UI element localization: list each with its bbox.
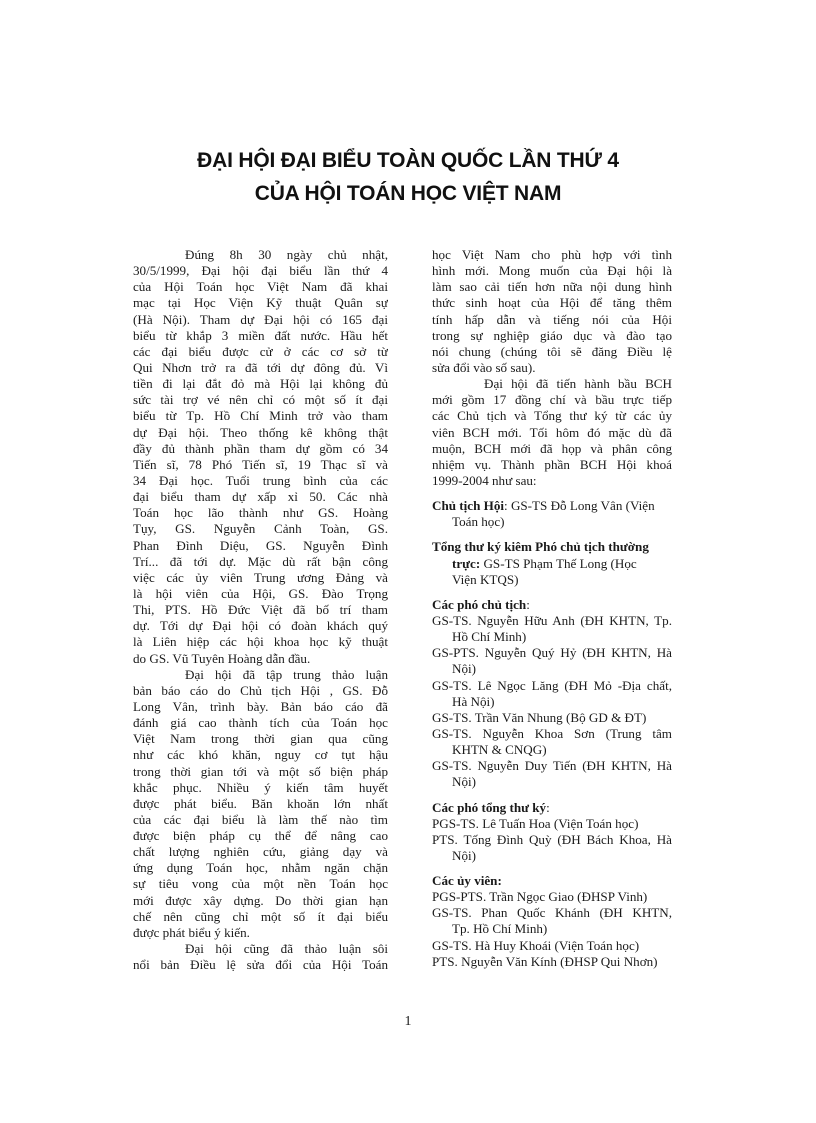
secretary-label: Tổng thư ký kiêm Phó chủ tịch thường xyxy=(432,539,649,555)
body-line: thức sinh hoạt của Hội để tăng thêm xyxy=(432,295,672,311)
body-line: Phan Đình Diệu, GS. Nguyễn Đình xyxy=(133,537,388,553)
list-item: Hà Nội) xyxy=(452,693,495,709)
secretary-line: Viện KTQS) xyxy=(452,571,519,587)
section-gap xyxy=(432,489,672,498)
list-item: Nội) xyxy=(452,661,477,677)
body-line: trong thời gian tới và một số biện pháp xyxy=(133,763,388,779)
body-line: đầy đủ thành phần tham dự gồm có 34 xyxy=(133,440,388,456)
body-line: Long Vân, trình bày. Bản báo cáo đã xyxy=(133,698,388,714)
list-item: GS-PTS. Nguyễn Quý Hỷ (ĐH KHTN, Hà xyxy=(432,645,672,661)
chairman-label: Chủ tịch Hội xyxy=(432,498,505,514)
body-line: bản báo cáo do Chủ tịch Hội , GS. Đỗ xyxy=(133,682,388,698)
page-number: 1 xyxy=(404,1014,412,1029)
vice-secretaries-colon: : xyxy=(546,799,550,815)
vice-chairs-label: Các phó chủ tịch xyxy=(432,596,527,612)
list-item: PGS-PTS. Trần Ngọc Giao (ĐHSP Vinh) xyxy=(432,889,648,905)
list-item: PTS. Nguyễn Văn Kính (ĐHSP Qui Nhơn) xyxy=(432,953,658,969)
list-item: PGS-TS. Lê Tuấn Hoa (Viện Toán học) xyxy=(432,815,639,831)
body-line: chế nên cũng chỉ một số ít đại biểu xyxy=(133,908,388,924)
body-line: hình mới. Mong muốn của Đại hội là xyxy=(432,263,672,279)
body-line: làm sao cải tiến hơn nữa nội dung hình xyxy=(432,279,672,295)
body-line: Tiến sĩ, 78 Phó Tiến sĩ, 19 Thạc sĩ và xyxy=(133,456,388,472)
list-item: Nội) xyxy=(452,774,477,790)
vice-secretaries-label: Các phó tổng thư ký xyxy=(432,799,547,815)
list-item: Tp. Hồ Chí Minh) xyxy=(452,921,548,937)
chairman-line: Toán học) xyxy=(452,514,505,530)
body-line: tiền đi lại đắt đỏ mà Hội lại không đủ xyxy=(133,376,388,392)
body-line: viên BCH mới. Tối hôm đó mặc dù đã xyxy=(432,424,672,440)
body-line: của Hội Toán học Việt Nam đã khai xyxy=(133,279,388,295)
body-line: các đại biểu được cử ở các cơ sở từ xyxy=(133,343,388,359)
list-item: GS-TS. Nguyễn Khoa Sơn (Trung tâm xyxy=(432,725,672,741)
body-line: Trí... đã tới dự. Mặc dù rất bận công xyxy=(133,553,388,569)
body-line: trong sự nghiệp giáo dục và đào tạo xyxy=(432,327,672,343)
body-line: là hội viên của Hội, GS. Đào Trọng xyxy=(133,585,388,601)
vice-secretaries-heading xyxy=(432,800,672,816)
body-line: do GS. Vũ Tuyên Hoàng dẫn đầu. xyxy=(133,650,311,666)
section-gap xyxy=(432,588,672,597)
body-line: Đại hội đã tiến hành bầu BCH xyxy=(484,376,672,392)
list-item: GS-TS. Nguyễn Hữu Anh (ĐH KHTN, Tp. xyxy=(432,612,672,628)
body-line: 34 Đại học. Tuổi trung bình của các xyxy=(133,472,388,488)
body-line: Đúng 8h 30 ngày chủ nhật, xyxy=(185,247,388,262)
body-line: sức tài trợ vé nên chỉ có một số ít đại xyxy=(133,392,388,408)
body-line: học Việt Nam cho phù hợp với tình xyxy=(432,247,672,262)
body-line: dự. Tới dự Đại hội có đoàn khách quý xyxy=(133,618,388,634)
secretary-line xyxy=(432,556,672,572)
body-line: việc các ủy viên Trung ương Đảng và xyxy=(133,569,388,585)
list-item: Hồ Chí Minh) xyxy=(452,629,527,645)
title-line-1: ĐẠI HỘI ĐẠI BIỂU TOÀN QUỐC LẦN THỨ 4 xyxy=(197,149,619,172)
list-item: GS-TS. Trần Văn Nhung (Bộ GD & ĐT) xyxy=(432,709,647,725)
chairman-name: : GS-TS Đỗ Long Vân (Viện xyxy=(504,498,655,514)
list-item: GS-TS. Phan Quốc Khánh (ĐH KHTN, xyxy=(432,905,672,921)
body-line: nổi bản Điều lệ sửa đổi của Hội Toán xyxy=(133,957,388,973)
list-item: PTS. Tống Đình Quỳ (ĐH Bách Khoa, Hà xyxy=(432,831,672,847)
chairman-line xyxy=(432,498,672,514)
body-line: biểu từ Tp. Hồ Chí Minh trở vào tham xyxy=(133,408,388,424)
body-line: tính hấp dẫn và tiếng nói của Hội xyxy=(432,311,672,327)
secretary-label-cont: trực: xyxy=(452,555,481,571)
body-line: sửa đổi vào số sau). xyxy=(432,359,536,375)
body-line: là Liên hiệp các hội khoa học kỹ thuật xyxy=(133,634,388,650)
secretary-name: GS-TS Phạm Thế Long (Học xyxy=(480,555,637,571)
body-line: chất lượng nghiên cứu, giảng dạy và xyxy=(133,844,388,860)
body-line: Đại hội cũng đã thảo luận sôi xyxy=(185,941,388,957)
left-column xyxy=(133,247,388,973)
body-line: Thi, PTS. Hồ Đức Việt đã bố trí tham xyxy=(133,602,388,618)
body-line: như các khó khăn, nguy cơ tụt hậu xyxy=(133,747,388,763)
body-line: 1999-2004 như sau: xyxy=(432,472,537,488)
body-line: Việt Nam trong thời gian qua cũng xyxy=(133,731,388,747)
body-line: dự Đại hội. Theo thống kê không thật xyxy=(133,424,388,440)
body-line: nói chung (chúng tôi sẽ đăng Điều lệ xyxy=(432,343,672,359)
list-item: GS-TS. Hà Huy Khoái (Viện Toán học) xyxy=(432,937,640,953)
body-line: Đại hội đã tập trung thảo luận xyxy=(185,666,388,682)
body-line: nhiệm vụ. Thành phần BCH Hội khoá xyxy=(432,456,672,472)
body-line: muộn, BCH mới đã họp và phân công xyxy=(432,440,672,456)
body-line: mới được xây dựng. Do thời gian hạn xyxy=(133,892,388,908)
body-line: sự tiêu vong của một nền Toán học xyxy=(133,876,388,892)
section-gap xyxy=(432,791,672,800)
body-line: 30/5/1999, Đại hội đại biểu lần thứ 4 xyxy=(133,263,388,279)
body-line: (Hà Nội). Tham dự Đại hội có 165 đại xyxy=(133,311,388,327)
section-gap xyxy=(432,864,672,873)
list-item: KHTN & CNQG) xyxy=(452,742,547,758)
body-line: Tụy, GS. Nguyễn Cảnh Toàn, GS. xyxy=(133,521,388,537)
members-heading: Các ủy viên: xyxy=(432,873,502,889)
body-line: đánh giá cao thành tích của Toán học xyxy=(133,715,388,731)
body-line: ứng dụng Toán học, nhằm ngăn chặn xyxy=(133,860,388,876)
body-line: mới gồm 17 đồng chí và bầu trực tiếp xyxy=(432,392,672,408)
vice-chairs-colon: : xyxy=(526,596,530,612)
section-gap xyxy=(432,530,672,539)
body-line: mạc tại Học Viện Kỹ thuật Quân sự xyxy=(133,295,388,311)
list-item: GS-TS. Nguyễn Duy Tiến (ĐH KHTN, Hà xyxy=(432,758,672,774)
list-item: GS-TS. Lê Ngọc Lăng (ĐH Mỏ -Địa chất, xyxy=(432,677,672,693)
body-line: được phát biểu ý kiến. xyxy=(133,924,250,940)
body-line: đại biểu tham dự xấp xỉ 50. Các nhà xyxy=(133,489,388,505)
body-line: của các đại biểu là làm thế nào tìm xyxy=(133,811,388,827)
body-line: Toán học lão thành như GS. Hoàng xyxy=(133,505,388,521)
body-line: các Chủ tịch và Tổng thư ký từ các ủy xyxy=(432,408,672,424)
body-line: được biện pháp cụ thể để nâng cao xyxy=(133,828,388,844)
list-item: Nội) xyxy=(452,847,477,863)
right-column xyxy=(432,247,672,970)
body-line: được phát biểu. Băn khoăn lớn nhất xyxy=(133,795,388,811)
body-line: Qui Nhơn trở ra đã tới dự đông đủ. Vì xyxy=(133,359,388,375)
vice-chairs-heading xyxy=(432,597,672,613)
title-line-2: CỦA HỘI TOÁN HỌC VIỆT NAM xyxy=(254,182,562,205)
body-line: khắc phục. Nhiều ý kiến tâm huyết xyxy=(133,779,388,795)
body-line: biểu từ khắp 3 miền đất nước. Hầu hết xyxy=(133,327,388,343)
